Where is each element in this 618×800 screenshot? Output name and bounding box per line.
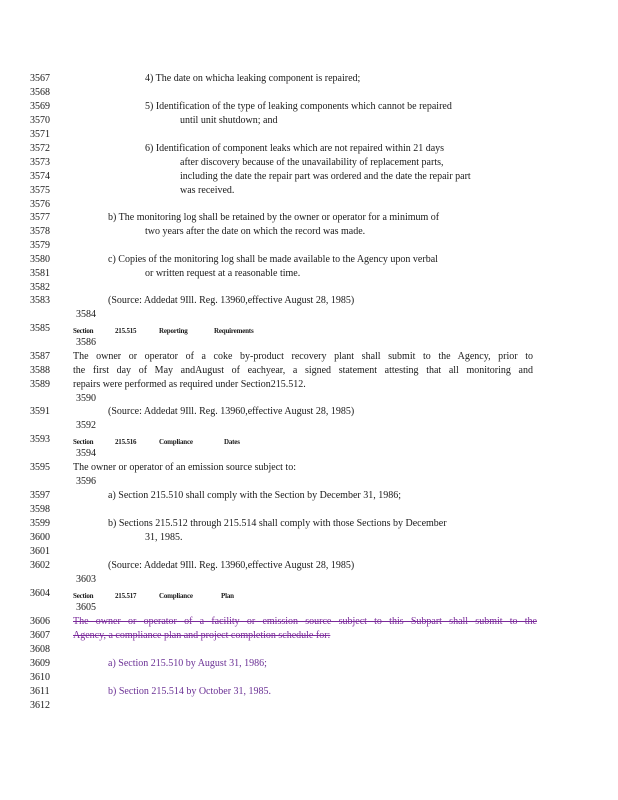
text-line: 31, 1985. xyxy=(145,532,183,543)
section-label: Section xyxy=(73,592,94,600)
line-number: 3596 xyxy=(76,476,96,487)
struck-text-line: Agency, a compliance plan and project completion schedule for: xyxy=(73,630,331,641)
line-number: 3590 xyxy=(76,393,96,404)
text-line: was received. xyxy=(180,185,235,196)
line-number: 3574 xyxy=(30,171,50,182)
source-note: (Source: Addedat 9Ill. Reg. 13960,effective August 28, 1985) xyxy=(108,295,355,306)
text-line: including the date the repair part was ordered and the date the repair part xyxy=(180,171,471,182)
line-number: 3601 xyxy=(30,546,50,557)
line-number: 3570 xyxy=(30,115,50,126)
line-number: 3607 xyxy=(30,630,50,641)
text-line: 4) The date on whicha leaking component is repaired; xyxy=(145,73,361,84)
line-number: 3584 xyxy=(76,309,96,320)
section-heading xyxy=(73,590,234,602)
line-number: 3600 xyxy=(30,532,50,543)
struck-text-line: The owner or operator of a facility or emission source subject to this Subpart shall submit to the xyxy=(73,616,537,627)
line-number: 3571 xyxy=(30,129,50,140)
line-number: 3606 xyxy=(30,616,50,627)
section-label: Section xyxy=(73,327,94,335)
text-line: or written request at a reasonable time. xyxy=(145,268,301,279)
line-number: 3585 xyxy=(30,323,50,334)
text-line: The owner or operator of an emission source subject to: xyxy=(73,462,296,473)
text-line: c) Copies of the monitoring log shall be made available to the Agency upon verbal xyxy=(108,254,438,265)
line-number: 3573 xyxy=(30,157,50,168)
line-number: 3583 xyxy=(30,295,50,306)
line-number: 3598 xyxy=(30,504,50,515)
line-number: 3578 xyxy=(30,226,50,237)
line-number: 3569 xyxy=(30,101,50,112)
line-number: 3604 xyxy=(30,588,50,599)
line-number: 3609 xyxy=(30,658,50,669)
line-number: 3612 xyxy=(30,700,50,711)
line-number: 3610 xyxy=(30,672,50,683)
line-number: 3586 xyxy=(76,337,96,348)
text-line: after discovery because of the unavailability of replacement parts, xyxy=(180,157,444,168)
section-heading xyxy=(73,325,253,337)
line-number: 3595 xyxy=(30,462,50,473)
line-number: 3603 xyxy=(76,574,96,585)
line-number: 3588 xyxy=(30,365,50,376)
section-number: 215.516 xyxy=(115,438,137,446)
text-line: until unit shutdown; and xyxy=(180,115,278,126)
line-number: 3611 xyxy=(30,686,50,697)
inserted-text-line: b) Section 215.514 by October 31, 1985. xyxy=(108,686,272,697)
text-line: b) Sections 215.512 through 215.514 shall comply with those Sections by December xyxy=(108,518,447,529)
section-title-word: Compliance xyxy=(159,592,193,600)
section-title-word: Reporting xyxy=(159,327,188,335)
source-note: (Source: Addedat 9Ill. Reg. 13960,effective August 28, 1985) xyxy=(108,560,355,571)
text-line: 6) Identification of component leaks which are not repaired within 21 days xyxy=(145,143,445,154)
line-number: 3575 xyxy=(30,185,50,196)
section-label: Section xyxy=(73,438,94,446)
section-heading xyxy=(73,436,240,448)
line-number: 3592 xyxy=(76,420,96,431)
line-number: 3602 xyxy=(30,560,50,571)
section-title-word: Dates xyxy=(224,438,240,446)
text-line: a) Section 215.510 shall comply with the Section by December 31, 1986; xyxy=(108,490,401,501)
section-title-word: Compliance xyxy=(159,438,193,446)
section-number: 215.517 xyxy=(115,592,137,600)
text-line: two years after the date on which the record was made. xyxy=(145,226,366,237)
line-number: 3568 xyxy=(30,87,50,98)
section-title-word: Requirements xyxy=(214,327,254,335)
line-number: 3594 xyxy=(76,448,96,459)
section-title-word: Plan xyxy=(221,592,234,600)
line-number: 3597 xyxy=(30,490,50,501)
source-note: (Source: Addedat 9Ill. Reg. 13960,effective August 28, 1985) xyxy=(108,406,355,417)
text-line: 5) Identification of the type of leaking components which cannot be repaired xyxy=(145,101,452,112)
text-line: b) The monitoring log shall be retained by the owner or operator for a minimum of xyxy=(108,212,440,223)
text-line: repairs were performed as required under Section215.512. xyxy=(73,379,306,390)
inserted-text-line: a) Section 215.510 by August 31, 1986; xyxy=(108,658,267,669)
line-number: 3587 xyxy=(30,351,50,362)
line-number: 3577 xyxy=(30,212,50,223)
line-number: 3589 xyxy=(30,379,50,390)
line-number: 3591 xyxy=(30,406,50,417)
line-number: 3582 xyxy=(30,282,50,293)
line-number: 3579 xyxy=(30,240,50,251)
section-number: 215.515 xyxy=(115,327,137,335)
line-number: 3593 xyxy=(30,434,50,445)
line-number: 3581 xyxy=(30,268,50,279)
text-line: The owner or operator of a coke by-product recovery plant shall submit to the Agency, prior to xyxy=(73,351,533,362)
line-number: 3567 xyxy=(30,73,50,84)
line-number: 3572 xyxy=(30,143,50,154)
line-number: 3608 xyxy=(30,644,50,655)
line-number: 3576 xyxy=(30,199,50,210)
line-number: 3580 xyxy=(30,254,50,265)
line-number: 3605 xyxy=(76,602,96,613)
text-line: the first day of May andAugust of eachyear, a signed statement attesting that all monitoring and xyxy=(73,365,533,376)
line-number: 3599 xyxy=(30,518,50,529)
